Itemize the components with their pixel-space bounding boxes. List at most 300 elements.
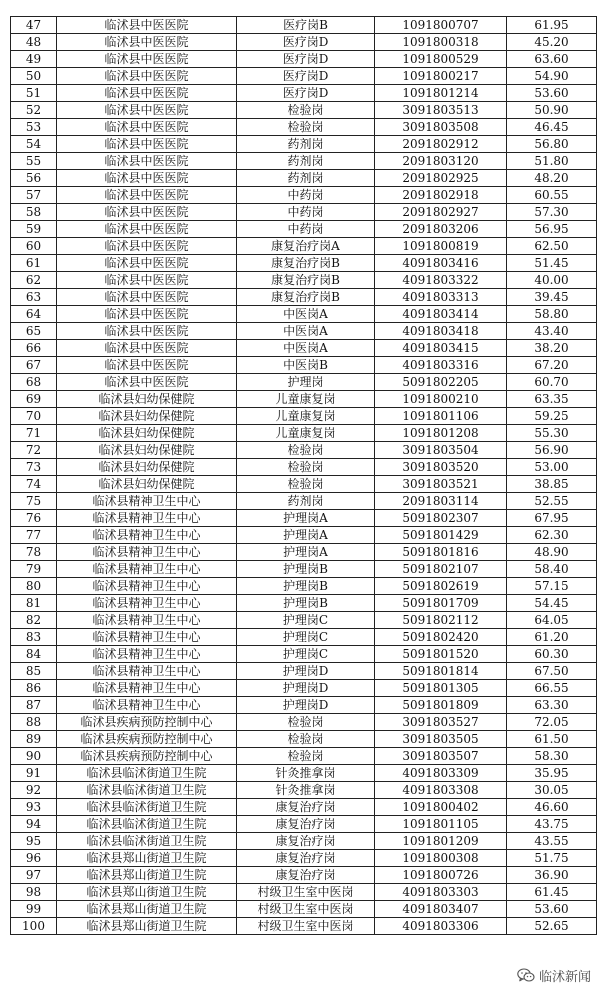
cell-index: 69 [11,391,57,408]
cell-position: 检验岗 [237,102,375,119]
cell-score: 60.55 [507,187,597,204]
cell-ticket-number: 4091803414 [375,306,507,323]
cell-ticket-number: 4091803416 [375,255,507,272]
cell-ticket-number: 2091803120 [375,153,507,170]
table-row [11,340,597,357]
cell-position: 康复治疗岗A [237,238,375,255]
table-row [11,748,597,765]
cell-position: 村级卫生室中医岗 [237,901,375,918]
table-row [11,612,597,629]
table-row [11,68,597,85]
cell-score: 30.05 [507,782,597,799]
cell-position: 针灸推拿岗 [237,765,375,782]
cell-index: 50 [11,68,57,85]
cell-index: 55 [11,153,57,170]
table-row [11,153,597,170]
cell-score: 46.45 [507,119,597,136]
cell-index: 94 [11,816,57,833]
cell-ticket-number: 2091802925 [375,170,507,187]
table-row [11,119,597,136]
cell-ticket-number: 4091803415 [375,340,507,357]
cell-unit: 临沭县中医医院 [57,221,237,238]
cell-index: 62 [11,272,57,289]
cell-score: 54.45 [507,595,597,612]
cell-index: 97 [11,867,57,884]
cell-unit: 临沭县妇幼保健院 [57,391,237,408]
cell-position: 医疗岗D [237,85,375,102]
cell-position: 儿童康复岗 [237,408,375,425]
cell-unit: 临沭县妇幼保健院 [57,442,237,459]
cell-unit: 临沭县精神卫生中心 [57,612,237,629]
table-row [11,833,597,850]
cell-ticket-number: 4091803322 [375,272,507,289]
cell-ticket-number: 3091803527 [375,714,507,731]
cell-index: 99 [11,901,57,918]
cell-position: 针灸推拿岗 [237,782,375,799]
cell-ticket-number: 3091803520 [375,459,507,476]
watermark-text: 临沭新闻 [538,970,591,985]
cell-ticket-number: 4091803316 [375,357,507,374]
cell-index: 88 [11,714,57,731]
cell-ticket-number: 5091802107 [375,561,507,578]
cell-unit: 临沭县郑山街道卫生院 [57,884,237,901]
table-row [11,918,597,935]
cell-score: 67.20 [507,357,597,374]
cell-score: 64.05 [507,612,597,629]
cell-position: 康复治疗岗 [237,833,375,850]
cell-score: 43.40 [507,323,597,340]
cell-score: 39.45 [507,289,597,306]
cell-position: 药剂岗 [237,153,375,170]
cell-unit: 临沭县精神卫生中心 [57,493,237,510]
cell-index: 82 [11,612,57,629]
cell-score: 52.55 [507,493,597,510]
cell-position: 康复治疗岗 [237,850,375,867]
cell-unit: 临沭县中医医院 [57,136,237,153]
cell-unit: 临沭县中医医院 [57,306,237,323]
cell-position: 护理岗A [237,527,375,544]
cell-position: 护理岗B [237,595,375,612]
cell-index: 81 [11,595,57,612]
cell-unit: 临沭县中医医院 [57,153,237,170]
cell-unit: 临沭县中医医院 [57,272,237,289]
cell-unit: 临沭县中医医院 [57,187,237,204]
cell-unit: 临沭县中医医院 [57,340,237,357]
cell-index: 80 [11,578,57,595]
cell-index: 87 [11,697,57,714]
table-row [11,782,597,799]
cell-position: 中药岗 [237,187,375,204]
cell-unit: 临沭县临沭街道卫生院 [57,799,237,816]
cell-ticket-number: 1091801209 [375,833,507,850]
table-row [11,323,597,340]
table-row [11,374,597,391]
cell-ticket-number: 1091800308 [375,850,507,867]
table-row [11,850,597,867]
cell-index: 56 [11,170,57,187]
table-row [11,527,597,544]
table-row [11,187,597,204]
cell-score: 61.50 [507,731,597,748]
cell-index: 74 [11,476,57,493]
cell-index: 93 [11,799,57,816]
cell-position: 中医岗B [237,357,375,374]
cell-index: 57 [11,187,57,204]
cell-position: 医疗岗D [237,51,375,68]
cell-score: 52.65 [507,918,597,935]
cell-index: 100 [11,918,57,935]
cell-index: 58 [11,204,57,221]
cell-position: 中医岗A [237,340,375,357]
table-row [11,595,597,612]
cell-ticket-number: 5091801814 [375,663,507,680]
cell-ticket-number: 4091803313 [375,289,507,306]
cell-score: 63.60 [507,51,597,68]
cell-position: 中药岗 [237,221,375,238]
cell-index: 59 [11,221,57,238]
cell-ticket-number: 1091800726 [375,867,507,884]
cell-score: 61.45 [507,884,597,901]
cell-score: 51.45 [507,255,597,272]
cell-score: 45.20 [507,34,597,51]
cell-unit: 临沭县妇幼保健院 [57,425,237,442]
cell-index: 77 [11,527,57,544]
table-row [11,17,597,34]
cell-ticket-number: 5091801305 [375,680,507,697]
cell-unit: 临沭县郑山街道卫生院 [57,850,237,867]
table-row [11,34,597,51]
cell-score: 67.50 [507,663,597,680]
cell-score: 43.55 [507,833,597,850]
cell-index: 89 [11,731,57,748]
cell-position: 检验岗 [237,459,375,476]
cell-index: 90 [11,748,57,765]
cell-unit: 临沭县中医医院 [57,34,237,51]
cell-unit: 临沭县中医医院 [57,255,237,272]
cell-unit: 临沭县精神卫生中心 [57,697,237,714]
cell-unit: 临沭县精神卫生中心 [57,595,237,612]
cell-position: 中医岗A [237,306,375,323]
cell-index: 70 [11,408,57,425]
watermark [517,966,591,985]
cell-unit: 临沭县中医医院 [57,85,237,102]
cell-position: 检验岗 [237,476,375,493]
cell-unit: 临沭县疾病预防控制中心 [57,731,237,748]
cell-score: 58.40 [507,561,597,578]
cell-ticket-number: 5091801816 [375,544,507,561]
cell-score: 43.75 [507,816,597,833]
cell-ticket-number: 1091801214 [375,85,507,102]
cell-score: 72.05 [507,714,597,731]
cell-ticket-number: 4091803303 [375,884,507,901]
cell-score: 56.90 [507,442,597,459]
cell-unit: 临沭县精神卫生中心 [57,527,237,544]
table-row [11,680,597,697]
cell-position: 药剂岗 [237,136,375,153]
cell-ticket-number: 1091801105 [375,816,507,833]
cell-position: 儿童康复岗 [237,425,375,442]
table-row [11,391,597,408]
cell-position: 中药岗 [237,204,375,221]
cell-ticket-number: 5091802420 [375,629,507,646]
table-row [11,731,597,748]
table-row [11,255,597,272]
cell-unit: 临沭县临沭街道卫生院 [57,782,237,799]
cell-index: 92 [11,782,57,799]
table-row [11,51,597,68]
cell-ticket-number: 3091803521 [375,476,507,493]
cell-ticket-number: 1091800318 [375,34,507,51]
cell-score: 53.00 [507,459,597,476]
cell-unit: 临沭县郑山街道卫生院 [57,901,237,918]
cell-score: 53.60 [507,901,597,918]
cell-position: 检验岗 [237,714,375,731]
cell-score: 63.30 [507,697,597,714]
table-row [11,646,597,663]
table-row [11,697,597,714]
table-row [11,714,597,731]
table-row [11,136,597,153]
cell-score: 51.80 [507,153,597,170]
cell-index: 49 [11,51,57,68]
cell-position: 中医岗A [237,323,375,340]
cell-index: 72 [11,442,57,459]
cell-index: 84 [11,646,57,663]
cell-ticket-number: 5091802205 [375,374,507,391]
cell-position: 检验岗 [237,442,375,459]
cell-unit: 临沭县中医医院 [57,17,237,34]
cell-score: 57.15 [507,578,597,595]
cell-index: 63 [11,289,57,306]
cell-unit: 临沭县精神卫生中心 [57,510,237,527]
table-row [11,442,597,459]
cell-position: 儿童康复岗 [237,391,375,408]
cell-ticket-number: 3091803507 [375,748,507,765]
table-row [11,544,597,561]
cell-ticket-number: 5091801429 [375,527,507,544]
cell-index: 95 [11,833,57,850]
cell-unit: 临沭县中医医院 [57,51,237,68]
cell-score: 62.50 [507,238,597,255]
table-row [11,425,597,442]
cell-score: 67.95 [507,510,597,527]
cell-ticket-number: 5091802112 [375,612,507,629]
cell-score: 59.25 [507,408,597,425]
cell-index: 86 [11,680,57,697]
cell-position: 护理岗C [237,612,375,629]
cell-position: 药剂岗 [237,493,375,510]
cell-position: 护理岗C [237,629,375,646]
cell-position: 康复治疗岗B [237,289,375,306]
cell-ticket-number: 1091800819 [375,238,507,255]
cell-score: 62.30 [507,527,597,544]
cell-ticket-number: 2091803114 [375,493,507,510]
cell-ticket-number: 2091803206 [375,221,507,238]
table-row [11,816,597,833]
cell-position: 检验岗 [237,748,375,765]
cell-ticket-number: 1091800529 [375,51,507,68]
cell-score: 60.70 [507,374,597,391]
cell-score: 61.20 [507,629,597,646]
cell-position: 康复治疗岗 [237,816,375,833]
cell-position: 康复治疗岗 [237,867,375,884]
cell-position: 医疗岗D [237,68,375,85]
cell-unit: 临沭县精神卫生中心 [57,663,237,680]
cell-score: 54.90 [507,68,597,85]
cell-index: 78 [11,544,57,561]
cell-position: 村级卫生室中医岗 [237,918,375,935]
cell-score: 56.80 [507,136,597,153]
cell-score: 61.95 [507,17,597,34]
cell-position: 检验岗 [237,731,375,748]
table-row [11,476,597,493]
cell-unit: 临沭县精神卫生中心 [57,646,237,663]
cell-position: 检验岗 [237,119,375,136]
cell-unit: 临沭县精神卫生中心 [57,544,237,561]
cell-ticket-number: 4091803407 [375,901,507,918]
cell-index: 96 [11,850,57,867]
table-row [11,289,597,306]
cell-ticket-number: 1091801208 [375,425,507,442]
cell-index: 91 [11,765,57,782]
cell-score: 48.90 [507,544,597,561]
table-row [11,510,597,527]
cell-index: 60 [11,238,57,255]
table-row [11,272,597,289]
table-row [11,170,597,187]
cell-position: 护理岗D [237,680,375,697]
cell-score: 57.30 [507,204,597,221]
cell-ticket-number: 3091803505 [375,731,507,748]
cell-unit: 临沭县中医医院 [57,357,237,374]
cell-score: 36.90 [507,867,597,884]
cell-unit: 临沭县郑山街道卫生院 [57,918,237,935]
cell-index: 68 [11,374,57,391]
cell-score: 40.00 [507,272,597,289]
table-row [11,204,597,221]
cell-score: 53.60 [507,85,597,102]
cell-unit: 临沭县妇幼保健院 [57,476,237,493]
cell-ticket-number: 3091803508 [375,119,507,136]
cell-ticket-number: 3091803504 [375,442,507,459]
cell-score: 58.30 [507,748,597,765]
cell-position: 村级卫生室中医岗 [237,884,375,901]
cell-ticket-number: 3091803513 [375,102,507,119]
cell-index: 52 [11,102,57,119]
cell-unit: 临沭县郑山街道卫生院 [57,867,237,884]
cell-unit: 临沭县精神卫生中心 [57,561,237,578]
cell-position: 护理岗C [237,646,375,663]
cell-unit: 临沭县精神卫生中心 [57,629,237,646]
table-row [11,578,597,595]
cell-position: 康复治疗岗B [237,255,375,272]
cell-index: 83 [11,629,57,646]
cell-ticket-number: 4091803306 [375,918,507,935]
cell-ticket-number: 4091803309 [375,765,507,782]
cell-index: 85 [11,663,57,680]
cell-position: 康复治疗岗 [237,799,375,816]
cell-unit: 临沭县精神卫生中心 [57,578,237,595]
cell-score: 38.20 [507,340,597,357]
cell-index: 48 [11,34,57,51]
cell-unit: 临沭县妇幼保健院 [57,408,237,425]
cell-unit: 临沭县中医医院 [57,374,237,391]
cell-position: 护理岗B [237,578,375,595]
cell-position: 康复治疗岗B [237,272,375,289]
cell-index: 54 [11,136,57,153]
cell-unit: 临沭县中医医院 [57,323,237,340]
table-body [11,17,597,935]
cell-ticket-number: 1091800217 [375,68,507,85]
cell-ticket-number: 1091800402 [375,799,507,816]
cell-score: 56.95 [507,221,597,238]
table-row [11,102,597,119]
cell-score: 48.20 [507,170,597,187]
cell-position: 护理岗D [237,663,375,680]
table-row [11,306,597,323]
cell-ticket-number: 2091802927 [375,204,507,221]
table-row [11,238,597,255]
table-row [11,408,597,425]
table-row [11,493,597,510]
cell-position: 护理岗A [237,544,375,561]
cell-ticket-number: 1091800210 [375,391,507,408]
cell-score: 50.90 [507,102,597,119]
cell-ticket-number: 4091803418 [375,323,507,340]
cell-unit: 临沭县中医医院 [57,204,237,221]
table-row [11,357,597,374]
cell-ticket-number: 5091801520 [375,646,507,663]
cell-position: 护理岗 [237,374,375,391]
cell-unit: 临沭县中医医院 [57,102,237,119]
cell-index: 51 [11,85,57,102]
cell-ticket-number: 1091801106 [375,408,507,425]
cell-index: 98 [11,884,57,901]
table-row [11,799,597,816]
cell-ticket-number: 5091802619 [375,578,507,595]
cell-position: 护理岗B [237,561,375,578]
table-row [11,765,597,782]
cell-score: 60.30 [507,646,597,663]
cell-unit: 临沭县临沭街道卫生院 [57,833,237,850]
cell-unit: 临沭县临沭街道卫生院 [57,816,237,833]
cell-unit: 临沭县中医医院 [57,119,237,136]
cell-score: 63.35 [507,391,597,408]
table-row [11,561,597,578]
cell-ticket-number: 5091801709 [375,595,507,612]
cell-index: 76 [11,510,57,527]
cell-position: 药剂岗 [237,170,375,187]
cell-index: 53 [11,119,57,136]
table-row [11,884,597,901]
cell-ticket-number: 1091800707 [375,17,507,34]
cell-index: 79 [11,561,57,578]
cell-index: 61 [11,255,57,272]
cell-position: 护理岗A [237,510,375,527]
table-row [11,459,597,476]
wechat-icon [517,968,535,983]
cell-ticket-number: 4091803308 [375,782,507,799]
cell-index: 75 [11,493,57,510]
cell-unit: 临沭县中医医院 [57,170,237,187]
cell-score: 55.30 [507,425,597,442]
cell-unit: 临沭县妇幼保健院 [57,459,237,476]
cell-unit: 临沭县中医医院 [57,238,237,255]
cell-score: 38.85 [507,476,597,493]
cell-score: 58.80 [507,306,597,323]
cell-position: 医疗岗B [237,17,375,34]
cell-unit: 临沭县临沭街道卫生院 [57,765,237,782]
